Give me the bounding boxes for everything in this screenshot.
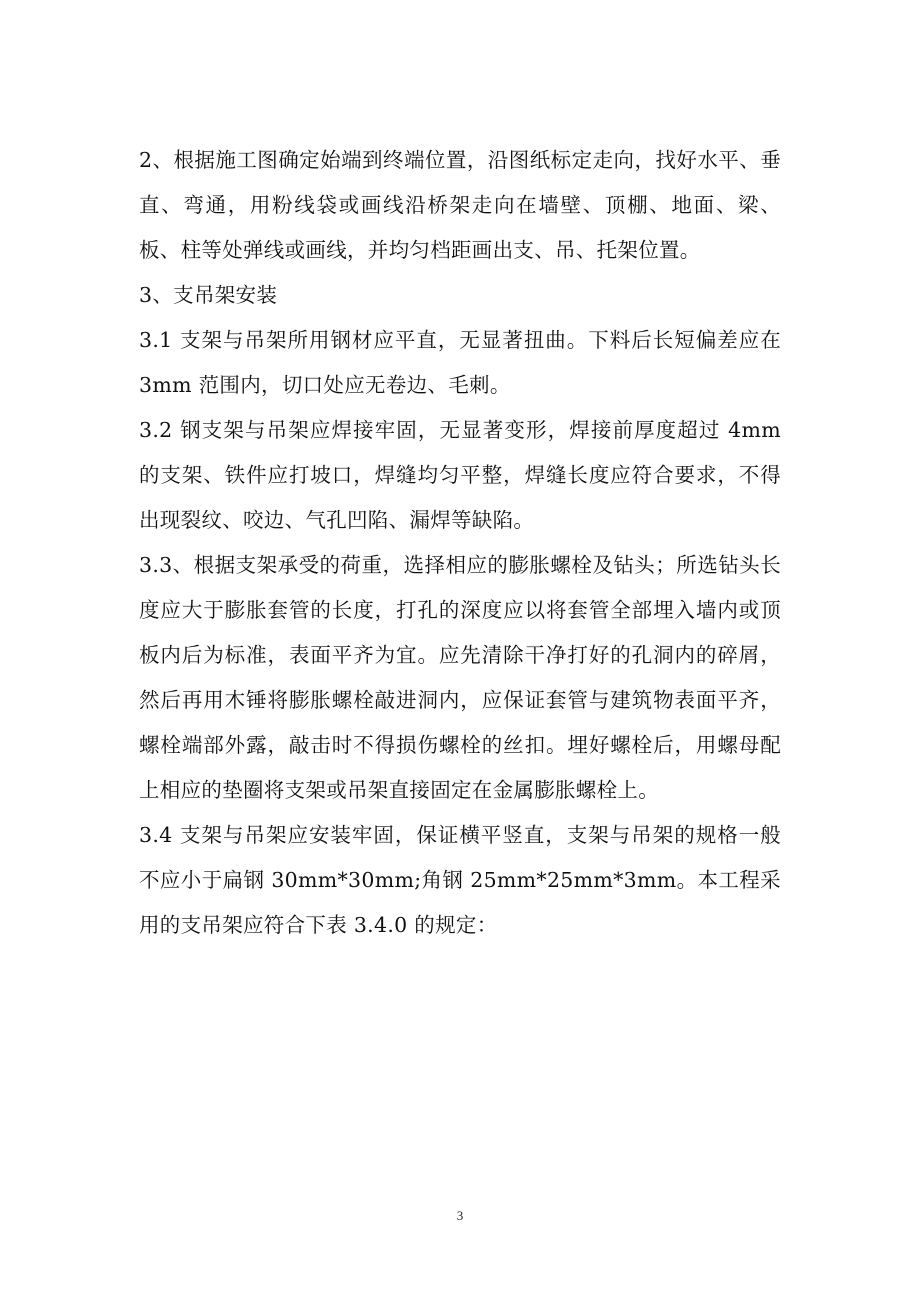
page-number: 3 <box>456 1208 464 1223</box>
paragraph-3-3-expansion-bolts: 3.3、根据支架承受的荷重，选择相应的膨胀螺栓及钻头；所选钻头长度应大于膨胀套管的长度，打孔的深度应以将套管全部埋入墙内或顶板内后为标准，表面平齐为宜。应先清除干净打好的孔洞内的碎屑，然后再用木锤将膨胀螺栓敲进洞内，应保证套管与建筑物表面平齐，螺栓端部外露，敲击时不得损伤螺栓的丝扣。埋好螺栓后，用螺母配上相应的垫圈将支架或吊架直接固定在金属膨胀螺栓上。 <box>139 553 781 802</box>
paragraph-3-4-support-specs: 3.4 支架与吊架应安装牢固，保证横平竖直，支架与吊架的规格一般不应小于扁钢 30mm*30mm;角钢 25mm*25mm*3mm。本工程采用的支吊架应符合下表 3.4.0 的规定： <box>139 823 781 937</box>
section-heading-support-installation: 3、支吊架安装 <box>139 283 278 307</box>
document-body <box>139 138 781 948</box>
paragraph-3-2-welding: 3.2 钢支架与吊架应焊接牢固，无显著变形，焊接前厚度超过 4mm 的支架、铁件应打坡口，焊缝均匀平整，焊缝长度应符合要求，不得出现裂纹、咬边、气孔凹陷、漏焊等缺陷。 <box>139 418 781 532</box>
paragraph-locate-route: 2、根据施工图确定始端到终端位置，沿图纸标定走向，找好水平、垂直、弯通，用粉线袋或画线沿桥架走向在墙壁、顶棚、地面、梁、板、柱等处弹线或画线，并均匀档距画出支、吊、托架位置。 <box>139 148 781 262</box>
paragraph-3-1-steel-material: 3.1 支架与吊架所用钢材应平直，无显著扭曲。下料后长短偏差应在 3mm 范围内，切口处应无卷边、毛刺。 <box>139 328 781 397</box>
